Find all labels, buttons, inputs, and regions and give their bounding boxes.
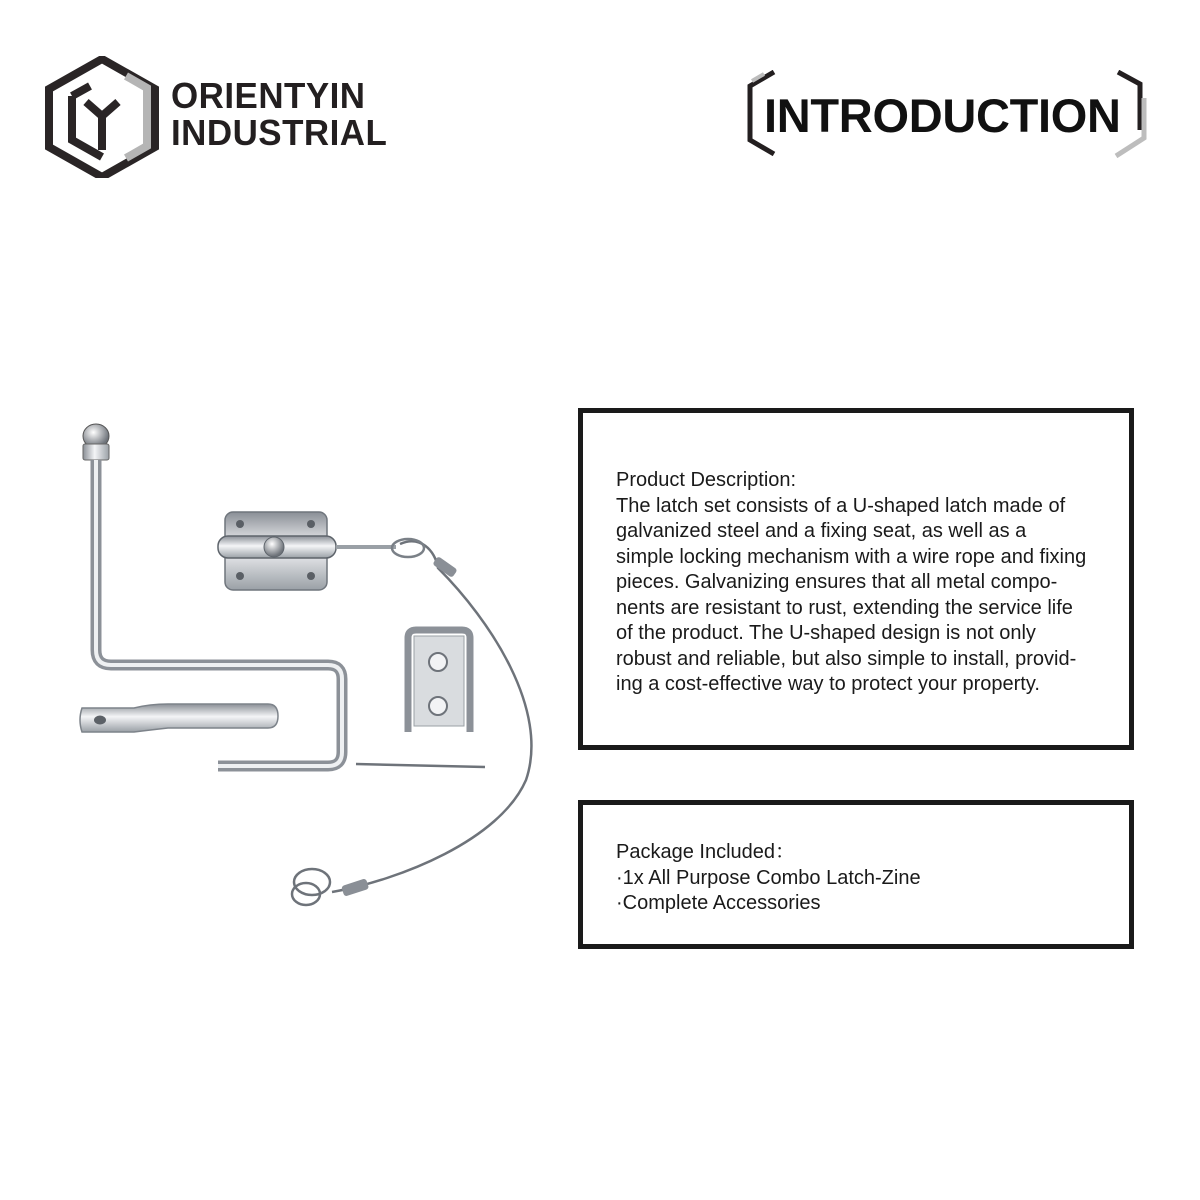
package-text	[616, 840, 1116, 917]
locking-pin	[356, 764, 485, 767]
description-line: pieces. Galvanizing ensures that all metal compo-	[616, 571, 1058, 593]
brand-line-1: ORIENTYIN	[171, 75, 366, 116]
description-line: nents are resistant to rust, extending the service life	[616, 596, 1073, 619]
latch-kit-illustration	[70, 420, 570, 930]
package-item: ·Complete Accessories	[616, 892, 821, 914]
section-title: INTRODUCTION	[764, 89, 1121, 142]
brand-logo-icon	[44, 56, 162, 178]
description-heading: Product Description:	[616, 469, 797, 491]
package-item: ·1x All Purpose Combo Latch-Zine	[616, 866, 921, 889]
package-heading: Package Included：	[616, 841, 796, 863]
brand-line-2: INDUSTRIAL	[171, 112, 388, 153]
description-line: of the product. The U-shaped design is not only	[616, 622, 1036, 644]
description-line: The latch set consists of a U-shaped latch made of	[616, 494, 1066, 517]
description-line: ing a cost-effective way to protect your property.	[616, 673, 1040, 695]
flat-strap	[80, 704, 278, 732]
description-text	[616, 468, 1116, 698]
description-line: simple locking mechanism with a wire rope and fixing	[616, 545, 1087, 568]
description-line: galvanized steel and a fixing seat, as well as a	[616, 520, 1027, 542]
description-line: robust and reliable, but also simple to install, provid-	[616, 647, 1077, 670]
brand-name	[171, 77, 394, 151]
